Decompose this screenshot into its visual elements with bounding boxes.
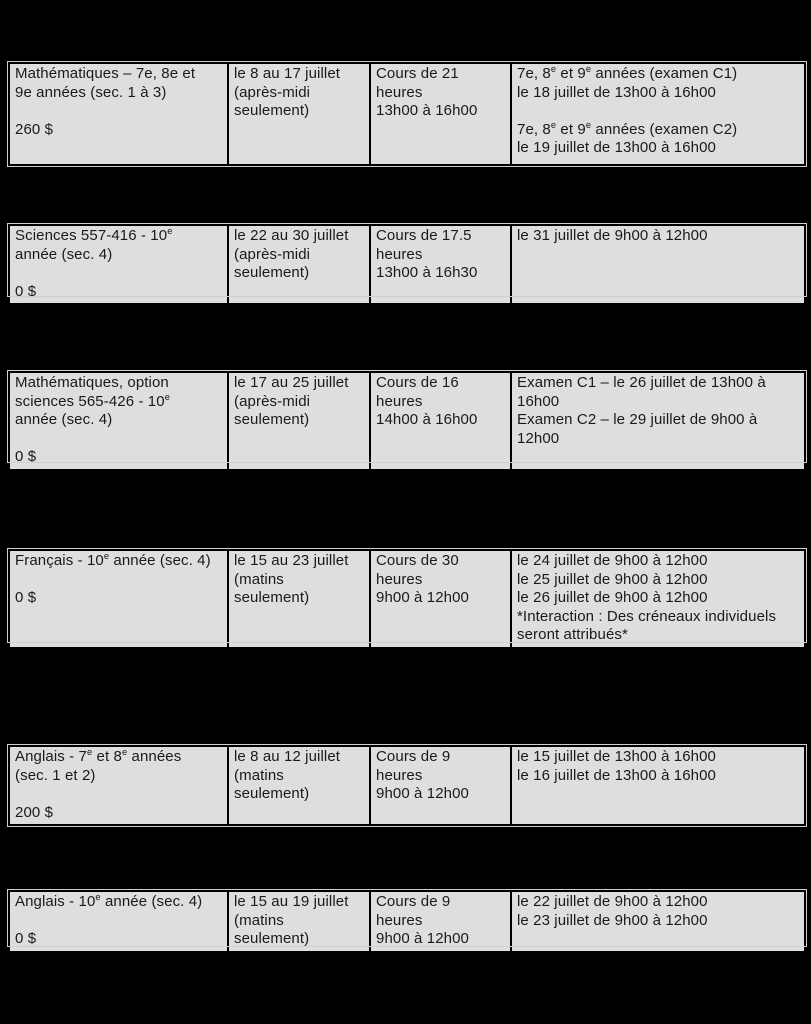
exam-schedule-cell: le 22 juillet de 9h00 à 12h00 le 23 juillet de 9h00 à 12h00 [512,892,804,951]
course-row [8,224,806,300]
exam-schedule-cell: le 31 juillet de 9h00 à 12h00 [512,226,804,303]
exam-schedule-cell: le 24 juillet de 9h00 à 12h00 le 25 juillet de 9h00 à 12h00 le 26 juillet de 9h00 à 12h00 *Interaction : Des créneaux individuels seront attribués* [512,551,804,647]
course-cell: Anglais - 10e année (sec. 4) 0 $ [10,892,227,951]
exam-schedule-cell: le 15 juillet de 13h00 à 16h00 le 16 juillet de 13h00 à 16h00 [512,747,804,824]
course-row [8,62,806,166]
course-cell: Anglais - 7e et 8e années (sec. 1 et 2) 200 $ [10,747,227,824]
hours-cell: Cours de 17.5 heures 13h00 à 16h30 [371,226,510,303]
course-cell: Mathématiques – 7e, 8e et 9e années (sec. 1 à 3) 260 $ [10,64,227,164]
dates-cell: le 8 au 17 juillet (après-midi seulement) [229,64,369,164]
course-row [8,371,806,465]
course-row [8,890,806,946]
exam-schedule-cell: Examen C1 – le 26 juillet de 13h00 à 16h00 Examen C2 – le 29 juillet de 9h00 à 12h00 [512,373,804,469]
exam-schedule-cell: 7e, 8e et 9e années (examen C1) le 18 juillet de 13h00 à 16h00 7e, 8e et 9e années (examen C2) le 19 juillet de 13h00 à 16h00 [512,64,804,164]
course-row [8,745,806,826]
course-cell: Sciences 557-416 - 10e année (sec. 4) 0 $ [10,226,227,303]
hours-cell: Cours de 9 heures 9h00 à 12h00 [371,892,510,951]
dates-cell: le 17 au 25 juillet (après-midi seulement) [229,373,369,469]
hours-cell: Cours de 16 heures 14h00 à 16h00 [371,373,510,469]
dates-cell: le 15 au 19 juillet (matins seulement) [229,892,369,951]
dates-cell: le 15 au 23 juillet (matins seulement) [229,551,369,647]
dates-cell: le 22 au 30 juillet (après-midi seulement) [229,226,369,303]
course-row [8,549,806,642]
dates-cell: le 8 au 12 juillet (matins seulement) [229,747,369,824]
hours-cell: Cours de 9 heures 9h00 à 12h00 [371,747,510,824]
course-cell: Français - 10e année (sec. 4) 0 $ [10,551,227,647]
hours-cell: Cours de 30 heures 9h00 à 12h00 [371,551,510,647]
hours-cell: Cours de 21 heures 13h00 à 16h00 [371,64,510,164]
course-cell: Mathématiques, option sciences 565-426 - 10e année (sec. 4) 0 $ [10,373,227,469]
